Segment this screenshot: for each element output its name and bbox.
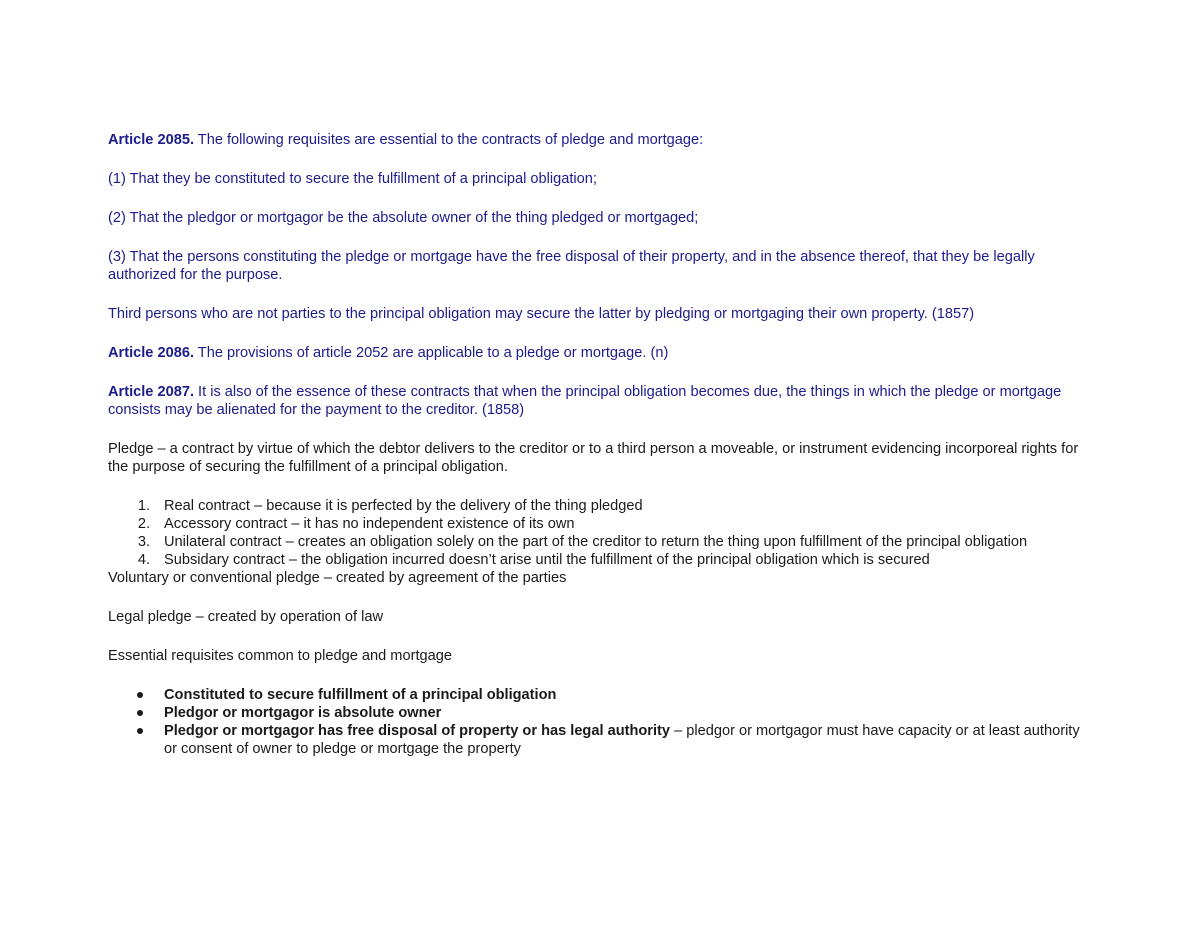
third-persons-paragraph: Third persons who are not parties to the principal obligation may secure the latter by pledging or mortgaging their own property. (1857)	[108, 306, 975, 322]
article-2085-heading: Article 2085.	[108, 132, 194, 148]
list-item-bold: Pledgor or mortgagor has free disposal of property or has legal authority	[164, 723, 671, 739]
article-2085-text: The following requisites are essential to the contracts of pledge and mortgage:	[194, 132, 704, 148]
requisite-2: (2) That the pledgor or mortgagor be the absolute owner of the thing pledged or mortgaged;	[108, 210, 699, 226]
list-item-text: Subsidary contract – the obligation incurred doesn’t arise until the fulfillment of the principal obligation which is secured	[164, 552, 930, 568]
requisite-3: (3) That the persons constituting the pledge or mortgage have the free disposal of their property, and in the absence thereof, that they be legally authorized for the purpose.	[108, 249, 1035, 283]
list-item-bold: Pledgor or mortgagor is absolute owner	[164, 705, 442, 721]
list-item	[108, 551, 1093, 569]
voluntary-pledge: Voluntary or conventional pledge – created by agreement of the parties	[108, 570, 567, 586]
list-number: 1.	[137, 498, 150, 514]
article-2086-heading: Article 2086.	[108, 345, 194, 361]
article-2087-text: It is also of the essence of these contracts that when the principal obligation becomes due, the things in which the pledge or mortgage consists may be alienated for the payment to the creditor. (1858)	[108, 384, 1062, 418]
list-item	[108, 533, 1093, 551]
bullet-icon	[137, 728, 143, 734]
list-item-text: Real contract – because it is perfected by the delivery of the thing pledged	[164, 498, 643, 514]
list-number: 4.	[137, 552, 150, 568]
list-item	[108, 722, 1093, 758]
list-item-text: Accessory contract – it has no independent existence of its own	[164, 516, 575, 532]
list-number: 2.	[137, 516, 150, 532]
list-item	[108, 515, 1093, 533]
article-2087-heading: Article 2087.	[108, 384, 194, 400]
article-2086	[108, 344, 1093, 362]
list-item-text: – pledgor or mortgagor must have capacity or at least authority or consent of owner to pledge or mortgage the property	[164, 723, 1080, 757]
article-2086-text: The provisions of article 2052 are applicable to a pledge or mortgage. (n)	[194, 345, 669, 361]
list-item-text: Unilateral contract – creates an obligation solely on the part of the creditor to return the thing upon fulfillment of the principal obligation	[164, 534, 1028, 550]
list-item	[108, 686, 1093, 704]
document-body	[108, 131, 1093, 758]
essentials-list	[108, 686, 1093, 758]
legal-pledge: Legal pledge – created by operation of law	[108, 609, 384, 625]
characteristics-list	[108, 497, 1093, 569]
list-item	[108, 704, 1093, 722]
list-item	[108, 497, 1093, 515]
bullet-icon	[137, 692, 143, 698]
article-2085-intro	[108, 131, 1093, 149]
article-2087	[108, 383, 1093, 419]
requisite-1: (1) That they be constituted to secure the fulfillment of a principal obligation;	[108, 171, 597, 187]
list-item-bold: Constituted to secure fulfillment of a principal obligation	[164, 687, 557, 703]
essential-requisites-heading: Essential requisites common to pledge and mortgage	[108, 648, 452, 664]
list-number: 3.	[137, 534, 150, 550]
pledge-definition: Pledge – a contract by virtue of which the debtor delivers to the creditor or to a third person a moveable, or instrument evidencing incorporeal rights for the purpose of securing the fulfillment of a principal obligation.	[108, 441, 1079, 475]
bullet-icon	[137, 710, 143, 716]
